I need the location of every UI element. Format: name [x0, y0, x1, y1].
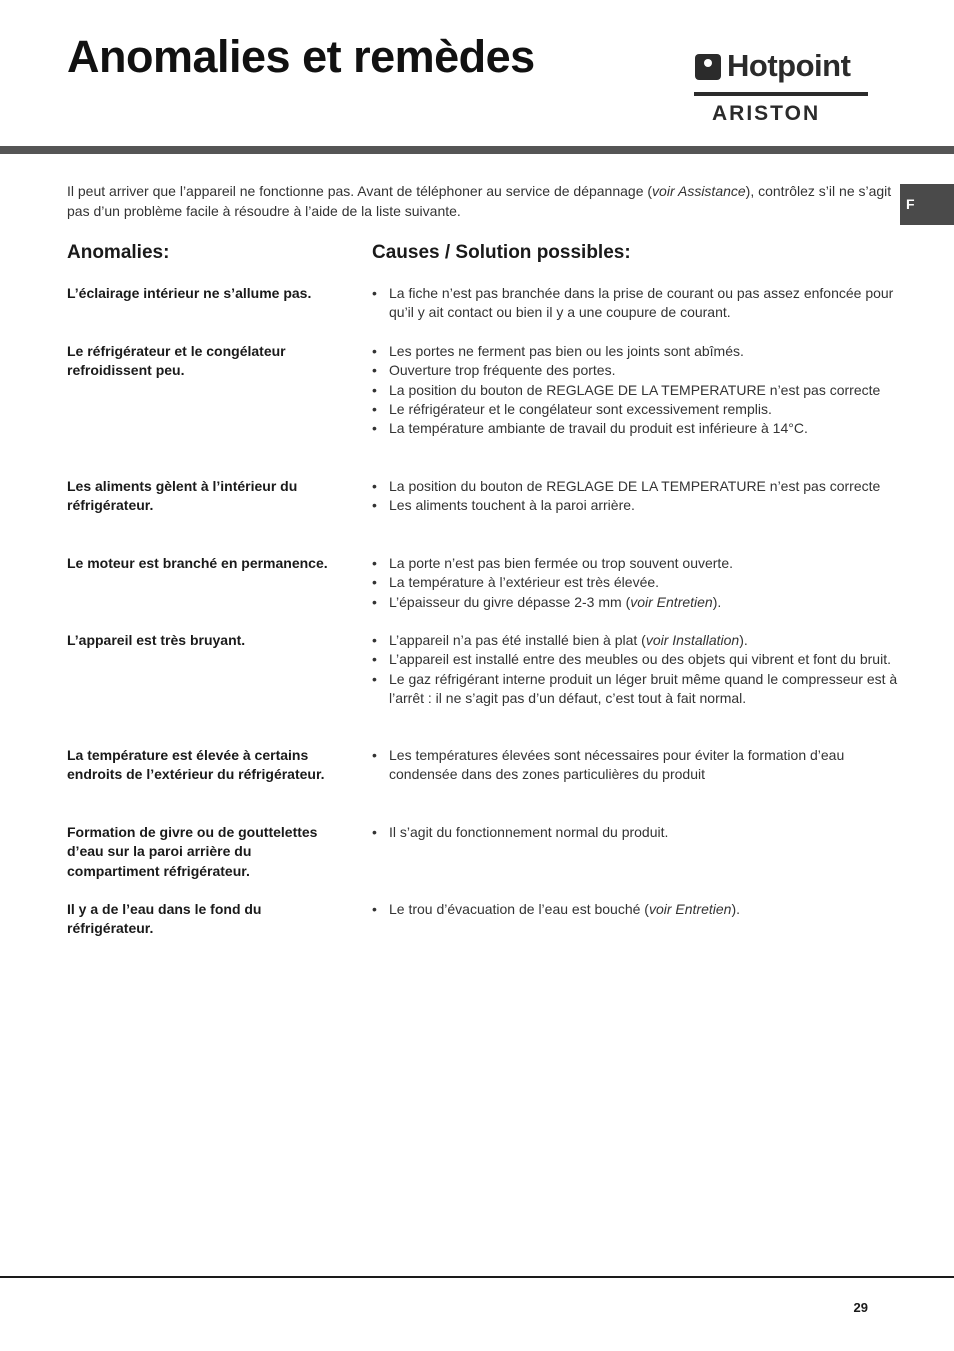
- problem-label: L’appareil est très bruyant.: [67, 632, 246, 648]
- problem-label: Les aliments gèlent à l’intérieur du réfrigérateur.: [67, 478, 298, 514]
- problem-label: L’éclairage intérieur ne s’allume pas.: [67, 285, 312, 301]
- page-title: Anomalies et remèdes: [67, 31, 535, 82]
- cause-item: • La température ambiante de travail du produit est inférieure à 14°C.: [372, 419, 900, 438]
- cause-item: • La fiche n’est pas branchée dans la prise de courant ou pas assez enfoncée pour qu’il y ait contact ou bien il y a une coupure de courant.: [372, 284, 900, 323]
- brand-name-bottom: ARISTON: [712, 102, 821, 125]
- intro-text-end: ), contrôlez s’il ne s’agit pas d’un problème facile à résoudre à l’aide de la liste suivante.: [67, 183, 892, 219]
- brand-logo: [694, 48, 868, 125]
- cause-item: • Les températures élevées sont nécessaires pour éviter la formation d’eau condensée dans des zones particulières du produit: [372, 746, 900, 785]
- cause-list: [372, 746, 900, 785]
- cause-text: Le trou d’évacuation de l’eau est bouché (: [389, 901, 649, 917]
- cause-item: • La position du bouton de REGLAGE DE LA TEMPERATURE n’est pas correcte: [372, 477, 900, 496]
- cause-item: [372, 593, 900, 612]
- cause-list: [372, 554, 900, 612]
- cause-text: L’appareil n’a pas été installé bien à plat (: [389, 632, 646, 648]
- intro-reference: voir Assistance: [652, 183, 746, 199]
- cause-item: • Les portes ne ferment pas bien ou les joints sont abîmés.: [372, 342, 900, 361]
- cause-text-end: ).: [731, 901, 741, 917]
- page-number: 29: [853, 1300, 868, 1315]
- causes-column-heading: Causes / Solution possibles:: [372, 242, 631, 263]
- cause-item: • Il s’agit du fonctionnement normal du produit.: [372, 823, 900, 842]
- cause-list: [372, 342, 900, 438]
- cause-text: L’épaisseur du givre dépasse 2-3 mm (: [389, 593, 631, 610]
- problem-label: Le moteur est branché en permanence.: [67, 555, 328, 571]
- brand-mark-icon: [695, 54, 721, 80]
- problems-column-heading: Anomalies:: [67, 242, 170, 263]
- problem-label: Formation de givre ou de gouttelettes d’eau sur la paroi arrière du compartiment réfrigérateur.: [67, 824, 318, 879]
- cause-item: • L’appareil est installé entre des meubles ou des objets qui vibrent et font du bruit.: [372, 650, 900, 669]
- cause-list: [372, 284, 900, 323]
- cause-item: • Le réfrigérateur et le congélateur sont excessivement remplis.: [372, 400, 900, 419]
- brand-divider: [694, 92, 868, 96]
- cause-item: [372, 631, 900, 650]
- header-divider: [0, 146, 954, 154]
- cause-item: • Le gaz réfrigérant interne produit un léger bruit même quand le compresseur est à l’arrêt : il ne s’agit pas d’un défaut, c’est tout à fait normal.: [372, 670, 900, 709]
- language-tab: F: [900, 184, 954, 225]
- cause-item: [372, 900, 900, 919]
- footer-divider: [0, 1276, 954, 1278]
- intro-paragraph: [67, 181, 897, 221]
- cause-reference: voir Entretien: [648, 901, 732, 917]
- cause-list: [372, 477, 900, 516]
- cause-text-end: ).: [712, 593, 722, 610]
- brand-name-top: Hotpoint: [727, 48, 851, 83]
- cause-reference: voir Entretien: [630, 593, 713, 610]
- intro-text: Il peut arriver que l’appareil ne fonctionne pas. Avant de téléphoner au service de dépannage (: [67, 183, 653, 199]
- problem-label: Le réfrigérateur et le congélateur refroidissent peu.: [67, 343, 286, 379]
- cause-item: • La position du bouton de REGLAGE DE LA TEMPERATURE n’est pas correcte: [372, 381, 900, 400]
- cause-item: • La porte n’est pas bien fermée ou trop souvent ouverte.: [372, 554, 900, 573]
- cause-item: • Les aliments touchent à la paroi arrière.: [372, 496, 900, 515]
- cause-item: • La température à l’extérieur est très élevée.: [372, 573, 900, 592]
- cause-item: • Ouverture trop fréquente des portes.: [372, 361, 900, 380]
- problem-label: Il y a de l’eau dans le fond du réfrigérateur.: [67, 901, 262, 937]
- cause-reference: voir Installation: [645, 632, 740, 648]
- cause-list: [372, 631, 900, 708]
- cause-list: [372, 823, 900, 842]
- cause-list: [372, 900, 900, 919]
- cause-text-end: ).: [739, 632, 748, 648]
- problem-label: La température est élevée à certains endroits de l’extérieur du réfrigérateur.: [67, 747, 325, 783]
